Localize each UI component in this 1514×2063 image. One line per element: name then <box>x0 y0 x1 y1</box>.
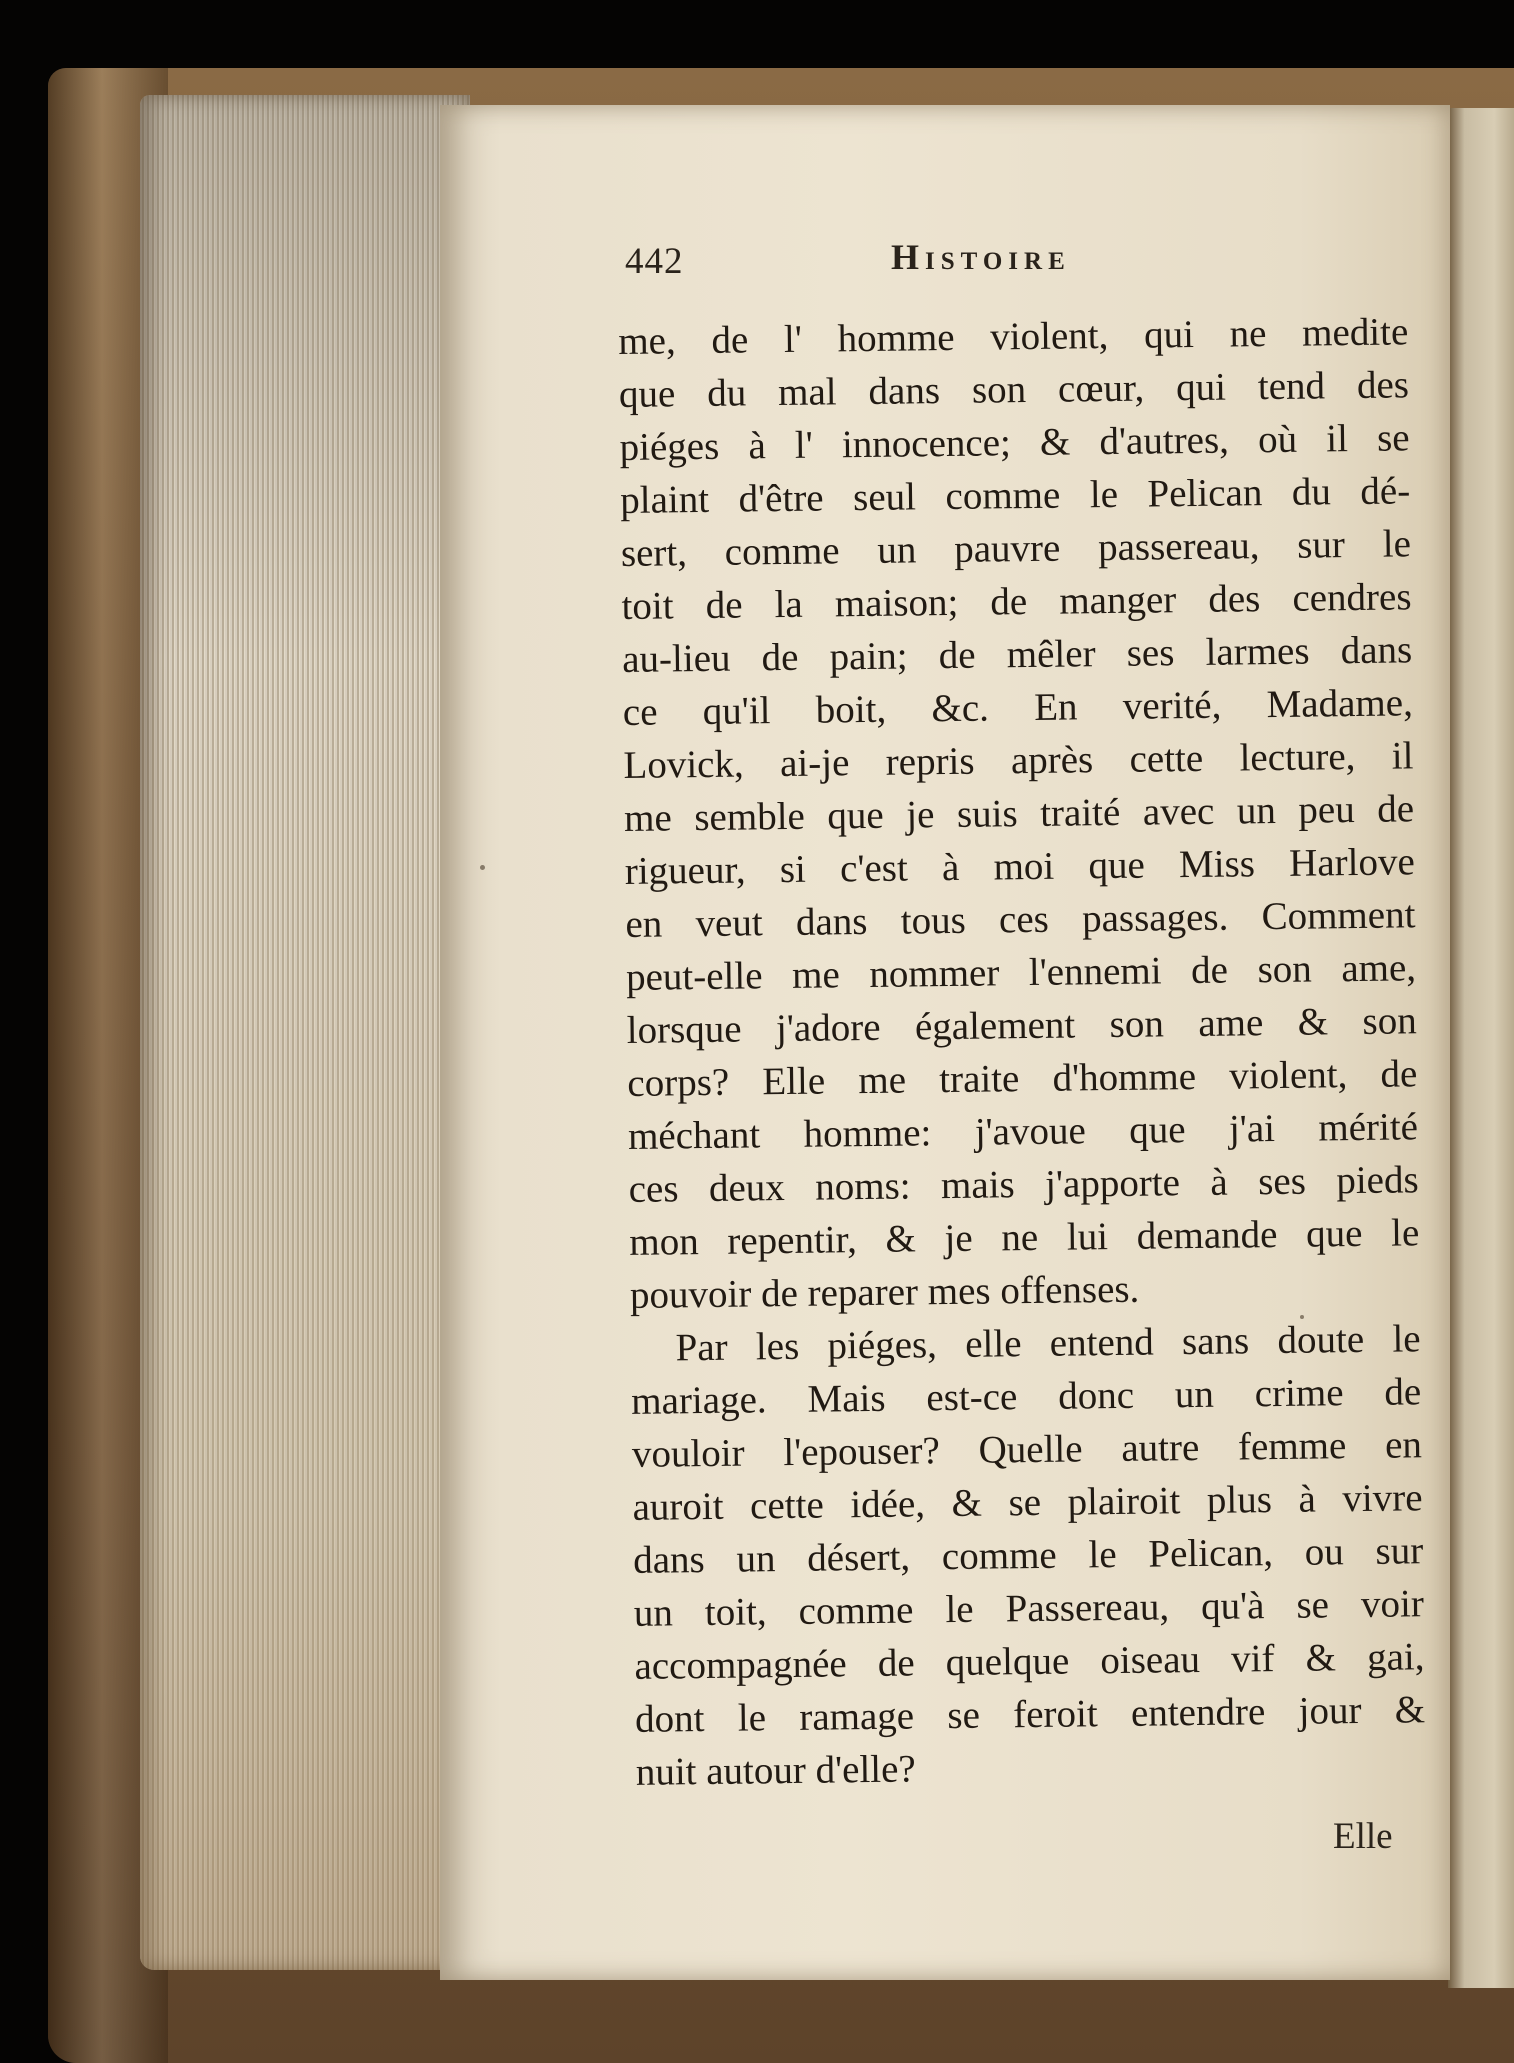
text-line: que du mal dans son cœur, qui tend des <box>618 363 1410 416</box>
text-line: Lovick, ai-je repris après cette lecture, il <box>623 734 1414 787</box>
catchword: Elle <box>1333 1816 1393 1857</box>
facing-page-edge <box>1448 108 1514 1988</box>
text-line: lorsque j'adore également son ame & son <box>626 999 1417 1052</box>
text-line: méchant homme: j'avoue que j'ai mérité <box>627 1105 1419 1158</box>
text-line: accompagnée de quelque oiseau vif & gai, <box>634 1635 1425 1688</box>
running-head <box>625 237 1445 300</box>
text-line: ces deux noms: mais j'apporte à ses pieds <box>628 1158 1419 1211</box>
running-title: Histoire <box>891 237 1071 277</box>
page-number: 442 <box>625 241 684 282</box>
text-line: ce qu'il boit, &c. En verité, Madame, <box>622 681 1414 734</box>
text-line: pouvoir de reparer mes offenses. <box>629 1267 1140 1317</box>
text-line: peut-elle me nommer l'ennemi de son ame, <box>625 946 1417 999</box>
text-line: mon repentir, & je ne lui demande que le <box>629 1211 1420 1264</box>
text-line: piéges à l' innocence; & d'autres, où il se <box>619 416 1410 469</box>
text-line: rigueur, si c'est à moi que Miss Harlove <box>624 840 1416 893</box>
text-line: plaint d'être seul comme le Pelican du dé- <box>620 469 1411 522</box>
text-line: mariage. Mais est-ce donc un crime de <box>631 1370 1422 1423</box>
text-line: au-lieu de pain; de mêler ses larmes dans <box>621 628 1413 681</box>
text-line: dans un désert, comme le Pelican, ou sur <box>632 1529 1424 1582</box>
text-line: me semble que je suis traité avec un peu de <box>623 787 1415 840</box>
text-line: auroit cette idée, & se plairoit plus à vivre <box>632 1476 1423 1529</box>
text-line: corps? Elle me traite d'homme violent, de <box>627 1052 1418 1105</box>
text-line: sert, comme un pauvre passereau, sur le <box>620 522 1412 575</box>
text-line: toit de la maison; de manger des cendres <box>621 575 1412 628</box>
text-line: me, de l' homme violent, qui ne medite <box>618 310 1409 363</box>
text-line: un toit, comme le Passereau, qu'à se voir <box>633 1582 1425 1635</box>
text-line: en veut dans tous ces passages. Comment <box>625 893 1416 946</box>
paragraph-first-line: Par les piéges, elle entend sans doute le <box>675 1317 1421 1370</box>
text-line: nuit autour d'elle? <box>635 1747 916 1794</box>
paper-speck <box>480 865 485 870</box>
body-text <box>618 305 1426 1799</box>
text-line: vouloir l'epouser? Quelle autre femme en <box>631 1423 1423 1476</box>
text-line: dont le ramage se feroit entendre jour & <box>634 1688 1426 1741</box>
page-edges <box>140 95 470 1970</box>
